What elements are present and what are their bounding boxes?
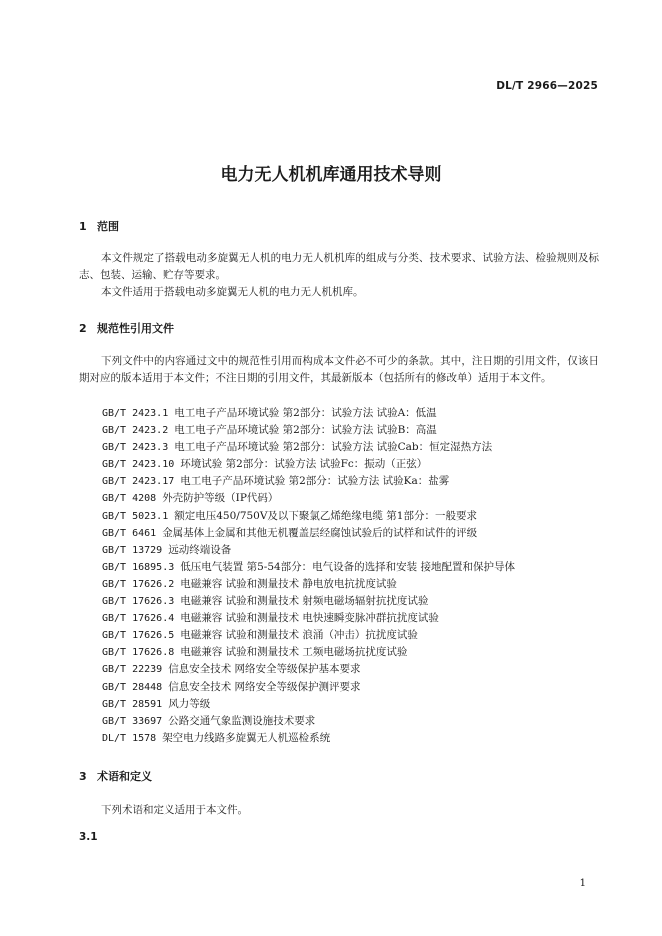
reference-title: 电工电子产品环境试验 第2部分：试验方法 试验A：低温	[174, 407, 437, 419]
reference-title: 额定电压450/750V及以下聚氯乙烯绝缘电缆 第1部分：一般要求	[174, 509, 477, 522]
reference-title: 公路交通气象监测设施技术要求	[168, 714, 316, 727]
reference-item	[102, 559, 515, 576]
reference-code: GB/T 2423.2	[102, 425, 169, 437]
section-3-heading	[79, 768, 152, 784]
reference-code: GB/T 22239	[102, 664, 163, 676]
reference-code: GB/T 2423.17	[102, 476, 175, 488]
reference-item	[102, 473, 515, 490]
reference-item	[102, 439, 515, 456]
reference-code: GB/T 28448	[102, 681, 163, 693]
reference-title: 电磁兼容 试验和测量技术 静电放电抗扰度试验	[180, 577, 397, 590]
reference-code: GB/T 16895.3	[102, 561, 175, 573]
reference-item	[102, 593, 515, 610]
reference-item	[102, 730, 515, 747]
reference-title: 电磁兼容 试验和测量技术 电快速瞬变脉冲群抗扰度试验	[180, 612, 439, 625]
reference-item	[102, 713, 515, 730]
reference-item	[102, 696, 515, 713]
reference-item	[102, 456, 515, 473]
section-number: 3	[79, 770, 87, 783]
reference-code: GB/T 17626.8	[102, 647, 175, 659]
reference-code: GB/T 17626.2	[102, 578, 175, 590]
normative-references-list	[102, 405, 515, 747]
reference-code: GB/T 13729	[102, 544, 163, 556]
reference-title: 电工电子产品环境试验 第2部分：试验方法 试验Cab：恒定湿热方法	[174, 441, 493, 454]
reference-title: 电工电子产品环境试验 第2部分：试验方法 试验Ka：盐雾	[180, 475, 450, 488]
reference-title: 电磁兼容 试验和测量技术 射频电磁场辐射抗扰度试验	[180, 595, 429, 608]
page-number: 1	[579, 878, 586, 889]
section-2-intro: 下列文件中的内容通过文中的规范性引用而构成本文件必不可少的条款。其中，注日期的引用文件，仅该日期对应的版本适用于本文件；不注日期的引用文件，其最新版本（包括所有的修改单）适用于本文件。	[79, 355, 599, 384]
section-number: 1	[79, 220, 87, 233]
reference-item	[102, 542, 515, 559]
reference-item	[102, 610, 515, 627]
reference-title: 远动终端设备	[168, 543, 232, 556]
reference-item	[102, 627, 515, 644]
reference-code: DL/T 1578	[102, 732, 157, 744]
reference-item	[102, 490, 515, 507]
reference-title: 电磁兼容 试验和测量技术 浪涌（冲击）抗扰度试验	[180, 629, 418, 642]
reference-code: GB/T 17626.5	[102, 630, 175, 642]
reference-item	[102, 508, 515, 525]
reference-title: 电工电子产品环境试验 第2部分：试验方法 试验B：高温	[174, 424, 437, 437]
section-1-paragraph: 本文件规定了搭载电动多旋翼无人机的电力无人机机库的组成与分类、技术要求、试验方法、检验规则及标志、包装、运输、贮存等要求。	[79, 252, 599, 281]
reference-title: 信息安全技术 网络安全等级保护测评要求	[168, 680, 361, 693]
reference-code: GB/T 5023.1	[102, 510, 169, 522]
subsection-number: 3.1	[79, 831, 98, 843]
reference-title: 环境试验 第2部分：试验方法 试验Fc：振动（正弦）	[180, 458, 428, 471]
reference-code: GB/T 2423.3	[102, 442, 169, 454]
document-title: 电力无人机机库通用技术导则	[220, 165, 442, 185]
reference-item	[102, 576, 515, 593]
standard-code: DL/T 2966—2025	[496, 80, 598, 92]
reference-item	[102, 422, 515, 439]
reference-code: GB/T 6461	[102, 527, 157, 539]
reference-code: GB/T 4208	[102, 493, 157, 505]
reference-title: 低压电气装置 第5-54部分：电气设备的选择和安装 接地配置和保护导体	[180, 560, 516, 573]
reference-item	[102, 405, 515, 422]
reference-code: GB/T 28591	[102, 698, 163, 710]
reference-code: GB/T 33697	[102, 715, 163, 727]
reference-title: 风力等级	[168, 697, 211, 710]
section-title: 术语和定义	[97, 770, 152, 783]
section-title: 规范性引用文件	[97, 322, 174, 335]
reference-title: 架空电力线路多旋翼无人机巡检系统	[162, 731, 331, 744]
reference-code: GB/T 17626.3	[102, 596, 175, 608]
reference-title: 金属基体上金属和其他无机覆盖层经腐蚀试验后的试样和试件的评级	[162, 526, 478, 539]
section-1-paragraph: 本文件适用于搭载电动多旋翼无人机的电力无人机机库。	[101, 286, 364, 298]
reference-code: GB/T 2423.10	[102, 459, 175, 471]
section-1-heading	[79, 218, 119, 234]
section-number: 2	[79, 322, 87, 335]
section-title: 范围	[97, 220, 119, 233]
reference-item	[102, 644, 515, 661]
reference-code: GB/T 2423.1	[102, 408, 169, 419]
reference-item	[102, 661, 515, 678]
reference-title: 信息安全技术 网络安全等级保护基本要求	[168, 663, 361, 676]
reference-title: 外壳防护等级（IP代码）	[162, 492, 279, 505]
reference-item	[102, 679, 515, 696]
section-3-intro: 下列术语和定义适用于本文件。	[101, 804, 248, 816]
reference-title: 电磁兼容 试验和测量技术 工频电磁场抗扰度试验	[180, 646, 408, 659]
reference-item	[102, 525, 515, 542]
reference-code: GB/T 17626.4	[102, 613, 175, 625]
section-2-heading	[79, 320, 174, 336]
